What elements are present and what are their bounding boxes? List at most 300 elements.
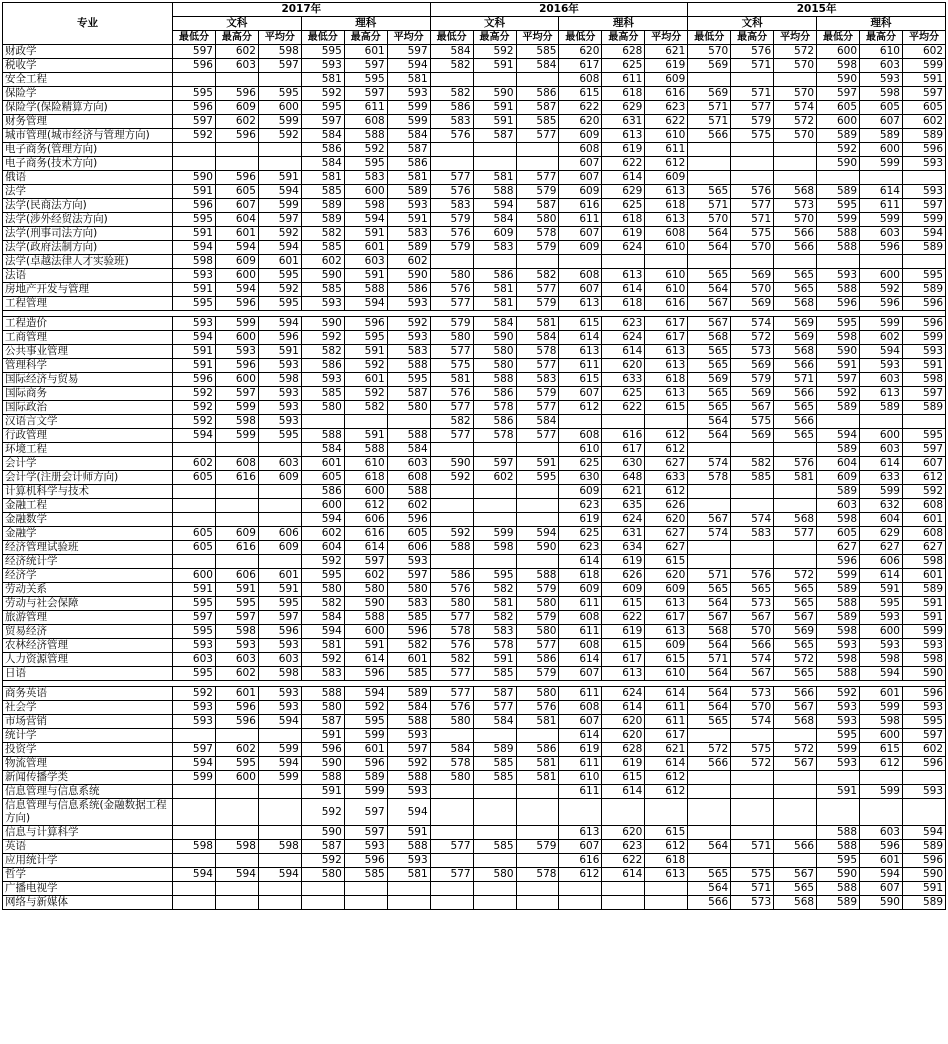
score-cell: 614 (559, 331, 602, 345)
score-cell: 593 (817, 269, 860, 283)
score-cell: 586 (387, 157, 430, 171)
score-cell: 592 (902, 485, 945, 499)
score-cell: 609 (215, 527, 258, 541)
score-cell: 592 (344, 701, 387, 715)
score-cell: 574 (688, 527, 731, 541)
score-cell: 613 (645, 213, 688, 227)
score-cell: 616 (645, 87, 688, 101)
score-cell: 587 (473, 129, 516, 143)
major-name: 物流管理 (3, 757, 173, 771)
score-cell (731, 171, 774, 185)
score-cell: 583 (430, 115, 473, 129)
score-cell: 585 (516, 45, 559, 59)
table-row (3, 387, 946, 401)
score-cell: 616 (559, 199, 602, 213)
score-cell: 580 (301, 583, 344, 597)
score-cell: 603 (215, 653, 258, 667)
score-cell: 608 (215, 457, 258, 471)
score-cell: 615 (559, 373, 602, 387)
score-cell: 612 (902, 471, 945, 485)
score-cell: 593 (258, 387, 301, 401)
track-header: 理科 (301, 17, 430, 31)
score-cell: 589 (387, 687, 430, 701)
score-cell: 588 (301, 429, 344, 443)
score-cell: 601 (258, 255, 301, 269)
table-row (3, 297, 946, 311)
score-cell: 578 (473, 401, 516, 415)
score-cell: 590 (817, 157, 860, 171)
score-cell: 580 (516, 213, 559, 227)
score-cell: 577 (430, 401, 473, 415)
stat-header: 平均分 (774, 31, 817, 45)
score-cell: 589 (387, 185, 430, 199)
score-cell: 597 (902, 199, 945, 213)
score-cell: 593 (387, 854, 430, 868)
score-cell: 590 (430, 457, 473, 471)
score-cell: 609 (559, 129, 602, 143)
score-cell: 614 (602, 868, 645, 882)
score-cell: 584 (430, 45, 473, 59)
score-cell (774, 785, 817, 799)
score-cell: 587 (301, 840, 344, 854)
score-cell: 613 (602, 269, 645, 283)
score-cell (860, 799, 903, 826)
score-cell: 627 (645, 527, 688, 541)
score-cell: 593 (902, 701, 945, 715)
score-cell: 566 (774, 840, 817, 854)
score-cell: 601 (344, 373, 387, 387)
score-cell (173, 896, 216, 910)
score-cell: 604 (860, 513, 903, 527)
score-cell: 593 (817, 701, 860, 715)
score-cell (516, 882, 559, 896)
score-cell: 594 (387, 799, 430, 826)
track-header: 理科 (559, 17, 688, 31)
score-cell: 582 (430, 87, 473, 101)
score-cell: 577 (516, 171, 559, 185)
score-cell: 578 (473, 639, 516, 653)
score-cell: 599 (215, 401, 258, 415)
score-cell: 564 (688, 882, 731, 896)
score-cell: 606 (258, 527, 301, 541)
score-cell: 592 (258, 129, 301, 143)
table-row (3, 87, 946, 101)
score-cell: 595 (301, 101, 344, 115)
score-cell: 599 (817, 213, 860, 227)
score-cell: 580 (473, 359, 516, 373)
score-cell: 620 (559, 45, 602, 59)
score-cell: 591 (902, 73, 945, 87)
major-name: 新闻传播学类 (3, 771, 173, 785)
score-cell: 597 (387, 45, 430, 59)
score-cell (258, 729, 301, 743)
score-cell: 609 (559, 185, 602, 199)
table-row (3, 882, 946, 896)
score-cell (473, 882, 516, 896)
score-cell: 616 (559, 854, 602, 868)
score-cell: 577 (516, 639, 559, 653)
score-cell: 576 (774, 457, 817, 471)
table-row (3, 59, 946, 73)
score-cell: 600 (173, 569, 216, 583)
score-cell: 629 (602, 101, 645, 115)
score-cell: 569 (731, 359, 774, 373)
score-cell: 594 (173, 241, 216, 255)
score-cell: 600 (301, 499, 344, 513)
score-cell: 595 (258, 297, 301, 311)
table-row (3, 345, 946, 359)
score-cell: 591 (902, 611, 945, 625)
score-cell: 615 (645, 653, 688, 667)
score-cell: 592 (301, 653, 344, 667)
score-cell: 596 (860, 241, 903, 255)
score-cell: 574 (731, 317, 774, 331)
score-cell (516, 513, 559, 527)
table-row (3, 854, 946, 868)
major-name: 会计学(注册会计师方向) (3, 471, 173, 485)
score-cell: 581 (387, 171, 430, 185)
score-cell: 588 (301, 771, 344, 785)
score-cell (516, 255, 559, 269)
score-cell: 583 (430, 199, 473, 213)
major-name: 工程管理 (3, 297, 173, 311)
score-cell: 583 (344, 171, 387, 185)
score-cell: 591 (344, 227, 387, 241)
score-cell: 599 (902, 331, 945, 345)
score-cell (430, 513, 473, 527)
major-name: 劳动关系 (3, 583, 173, 597)
score-cell: 595 (258, 429, 301, 443)
score-cell: 580 (301, 701, 344, 715)
score-cell: 575 (731, 743, 774, 757)
stat-header: 平均分 (645, 31, 688, 45)
score-cell: 584 (430, 743, 473, 757)
score-cell (559, 896, 602, 910)
score-cell: 573 (731, 687, 774, 701)
score-cell: 586 (473, 269, 516, 283)
score-cell: 593 (301, 59, 344, 73)
major-name: 商务英语 (3, 687, 173, 701)
score-cell: 594 (387, 59, 430, 73)
score-cell (430, 729, 473, 743)
score-cell: 593 (387, 199, 430, 213)
major-name: 经济管理试验班 (3, 541, 173, 555)
table-row (3, 653, 946, 667)
major-name: 信息管理与信息系统(金融数据工程方向) (3, 799, 173, 826)
score-cell: 574 (731, 653, 774, 667)
score-cell: 591 (173, 227, 216, 241)
score-cell: 616 (215, 541, 258, 555)
score-cell: 586 (387, 283, 430, 297)
score-cell: 625 (559, 457, 602, 471)
score-cell: 598 (860, 715, 903, 729)
score-cell: 612 (344, 499, 387, 513)
score-cell: 592 (817, 143, 860, 157)
score-cell: 580 (430, 331, 473, 345)
score-cell (860, 255, 903, 269)
table-row (3, 611, 946, 625)
score-cell (774, 143, 817, 157)
major-name: 金融数学 (3, 513, 173, 527)
score-cell: 566 (774, 415, 817, 429)
score-cell: 600 (860, 729, 903, 743)
major-name: 金融工程 (3, 499, 173, 513)
score-cell: 588 (817, 667, 860, 681)
score-cell: 599 (860, 317, 903, 331)
score-cell: 605 (215, 185, 258, 199)
score-cell: 609 (645, 583, 688, 597)
score-cell: 601 (215, 687, 258, 701)
score-cell: 567 (688, 513, 731, 527)
score-cell: 593 (902, 345, 945, 359)
score-cell: 616 (602, 429, 645, 443)
score-cell: 567 (774, 611, 817, 625)
major-name: 房地产开发与管理 (3, 283, 173, 297)
score-cell: 580 (301, 868, 344, 882)
score-cell: 600 (817, 115, 860, 129)
score-cell (215, 513, 258, 527)
score-cell: 617 (602, 443, 645, 457)
score-cell: 588 (473, 373, 516, 387)
score-cell: 593 (258, 359, 301, 373)
score-cell: 633 (602, 373, 645, 387)
score-cell: 572 (774, 653, 817, 667)
score-cell: 618 (602, 297, 645, 311)
score-cell: 598 (173, 840, 216, 854)
score-cell: 588 (817, 227, 860, 241)
table-row (3, 129, 946, 143)
score-cell: 594 (258, 757, 301, 771)
score-cell: 598 (860, 653, 903, 667)
score-cell (215, 443, 258, 457)
score-cell: 605 (387, 527, 430, 541)
score-cell (731, 785, 774, 799)
score-cell: 620 (602, 359, 645, 373)
score-cell: 569 (731, 269, 774, 283)
score-cell: 608 (344, 115, 387, 129)
score-cell: 569 (688, 87, 731, 101)
score-cell: 595 (344, 157, 387, 171)
score-cell: 623 (602, 840, 645, 854)
score-cell: 611 (645, 701, 688, 715)
table-row (3, 840, 946, 854)
score-cell (258, 443, 301, 457)
major-name: 旅游管理 (3, 611, 173, 625)
score-cell: 585 (473, 667, 516, 681)
score-cell: 592 (173, 687, 216, 701)
score-cell: 619 (559, 513, 602, 527)
score-cell: 568 (774, 345, 817, 359)
score-cell (473, 729, 516, 743)
score-cell (688, 555, 731, 569)
major-name: 人力资源管理 (3, 653, 173, 667)
score-cell: 607 (215, 199, 258, 213)
score-cell: 593 (860, 359, 903, 373)
score-cell: 618 (645, 199, 688, 213)
score-cell: 587 (387, 143, 430, 157)
score-cell: 586 (473, 415, 516, 429)
score-cell: 611 (645, 143, 688, 157)
score-cell: 588 (387, 359, 430, 373)
score-cell (258, 73, 301, 87)
score-cell: 590 (860, 896, 903, 910)
score-cell: 609 (258, 471, 301, 485)
score-cell: 614 (559, 653, 602, 667)
score-cell (516, 73, 559, 87)
score-cell: 577 (430, 345, 473, 359)
score-cell: 615 (602, 771, 645, 785)
score-cell: 580 (516, 625, 559, 639)
score-cell (602, 896, 645, 910)
score-cell: 623 (559, 499, 602, 513)
score-cell: 588 (387, 771, 430, 785)
score-cell: 594 (473, 199, 516, 213)
score-cell: 597 (215, 387, 258, 401)
score-cell: 571 (731, 59, 774, 73)
score-cell: 601 (258, 569, 301, 583)
score-cell: 597 (344, 555, 387, 569)
score-cell (387, 415, 430, 429)
score-cell: 595 (473, 569, 516, 583)
score-cell: 598 (215, 840, 258, 854)
score-cell (902, 799, 945, 826)
score-cell: 583 (731, 527, 774, 541)
score-cell: 576 (516, 701, 559, 715)
score-cell: 576 (430, 583, 473, 597)
score-cell: 608 (559, 701, 602, 715)
score-cell: 578 (516, 227, 559, 241)
score-cell: 590 (473, 87, 516, 101)
score-cell: 565 (774, 639, 817, 653)
score-cell: 599 (817, 569, 860, 583)
score-cell: 577 (731, 101, 774, 115)
major-name: 行政管理 (3, 429, 173, 443)
score-cell: 576 (731, 569, 774, 583)
score-cell: 592 (301, 854, 344, 868)
score-cell: 589 (344, 771, 387, 785)
score-cell (731, 485, 774, 499)
score-cell: 594 (258, 868, 301, 882)
score-cell: 603 (215, 59, 258, 73)
score-cell: 599 (258, 771, 301, 785)
score-cell: 608 (559, 269, 602, 283)
score-cell (344, 882, 387, 896)
score-cell: 610 (645, 269, 688, 283)
score-cell (258, 799, 301, 826)
score-cell: 568 (688, 625, 731, 639)
score-cell: 565 (688, 387, 731, 401)
score-cell: 607 (559, 171, 602, 185)
score-cell: 572 (731, 331, 774, 345)
score-cell: 595 (258, 87, 301, 101)
score-cell: 594 (344, 687, 387, 701)
score-cell: 603 (258, 457, 301, 471)
score-cell (473, 255, 516, 269)
table-row (3, 331, 946, 345)
score-cell: 603 (860, 373, 903, 387)
score-cell: 567 (774, 868, 817, 882)
score-cell: 597 (344, 799, 387, 826)
score-cell: 586 (516, 653, 559, 667)
score-cell: 589 (817, 583, 860, 597)
score-cell: 602 (215, 743, 258, 757)
score-cell: 585 (301, 241, 344, 255)
score-cell: 591 (473, 115, 516, 129)
stat-header: 最高分 (860, 31, 903, 45)
score-cell: 610 (645, 667, 688, 681)
score-cell: 615 (602, 597, 645, 611)
score-cell: 599 (860, 485, 903, 499)
score-cell: 602 (902, 115, 945, 129)
score-cell (774, 799, 817, 826)
score-cell: 567 (688, 297, 731, 311)
score-cell: 593 (173, 715, 216, 729)
score-cell (173, 882, 216, 896)
score-cell: 579 (516, 387, 559, 401)
score-cell: 565 (774, 269, 817, 283)
score-cell: 600 (860, 625, 903, 639)
score-cell (430, 255, 473, 269)
score-cell: 594 (344, 213, 387, 227)
score-cell: 577 (430, 611, 473, 625)
score-cell: 584 (301, 129, 344, 143)
score-cell (516, 799, 559, 826)
score-cell: 591 (387, 213, 430, 227)
score-cell: 584 (387, 701, 430, 715)
score-cell: 591 (173, 359, 216, 373)
score-cell: 596 (344, 757, 387, 771)
score-cell: 597 (387, 569, 430, 583)
score-cell (301, 896, 344, 910)
score-cell (688, 143, 731, 157)
score-cell (645, 255, 688, 269)
score-cell: 625 (602, 59, 645, 73)
score-cell (215, 499, 258, 513)
score-cell: 570 (774, 87, 817, 101)
score-cell: 625 (602, 199, 645, 213)
score-cell: 614 (645, 687, 688, 701)
score-cell: 629 (602, 185, 645, 199)
score-cell: 567 (688, 317, 731, 331)
table-row (3, 757, 946, 771)
score-cell: 615 (645, 555, 688, 569)
score-cell: 564 (688, 840, 731, 854)
score-cell (602, 882, 645, 896)
score-cell: 580 (430, 269, 473, 283)
score-cell: 605 (817, 101, 860, 115)
score-cell: 590 (301, 269, 344, 283)
score-cell (902, 255, 945, 269)
score-cell: 576 (731, 185, 774, 199)
major-name: 财务管理 (3, 115, 173, 129)
score-cell: 613 (645, 868, 688, 882)
score-cell: 581 (473, 283, 516, 297)
score-cell: 593 (215, 345, 258, 359)
score-cell: 601 (860, 854, 903, 868)
table-row (3, 625, 946, 639)
score-cell (430, 785, 473, 799)
table-row (3, 317, 946, 331)
score-cell (688, 157, 731, 171)
score-cell: 599 (215, 317, 258, 331)
table-row (3, 269, 946, 283)
score-cell: 597 (817, 87, 860, 101)
score-cell (473, 485, 516, 499)
score-cell: 583 (387, 597, 430, 611)
score-cell: 614 (559, 729, 602, 743)
score-cell: 582 (430, 415, 473, 429)
table-row (3, 771, 946, 785)
